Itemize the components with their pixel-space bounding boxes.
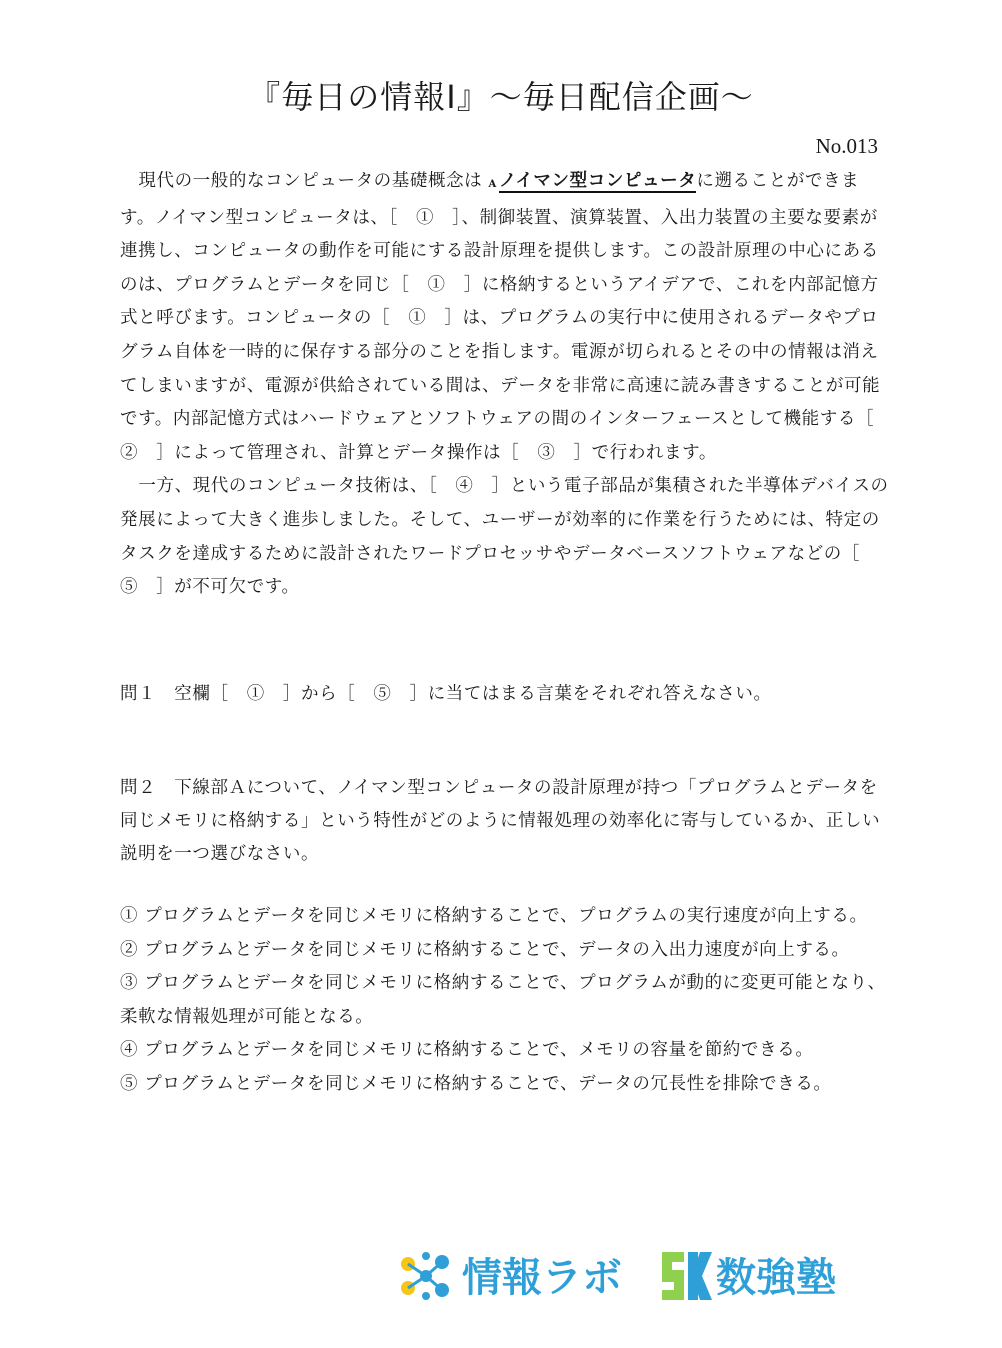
choice-2: ② プログラムとデータを同じメモリに格納することで、データの入出力速度が向上する。 — [120, 939, 850, 960]
choice-3: ③ プログラムとデータを同じメモリに格納することで、プログラムが動的に変更可能となり、柔軟な情報処理が可能となる。 — [120, 973, 886, 1027]
logo1-text: 情報ラボ — [462, 1255, 622, 1301]
question-1: 問１ 空欄［ ① ］から［ ⑤ ］に当てはまる言葉をそれぞれ答えなさい。 — [120, 684, 772, 704]
passage-p1-before: 現代の一般的なコンピュータの基礎概念は — [138, 171, 483, 191]
page-title: 『毎日の情報Ⅰ』〜毎日配信企画〜 — [248, 78, 754, 116]
underlined-term: ノイマン型コンピュータ — [498, 171, 697, 191]
passage-p1-after: に遡ることができます。ノイマン型コンピュータは、［ ① ］、制御装置、演算装置、入出力装置の主要な要素が連携し、コンピュータの動作を可能にする設計原理を提供します。この設計原理の中心にあるのは、プログラムとデータを同じ［ ① ］に格納するというアイデアで、これを内部記憶方式と呼びます。コンピュータの［ ① ］は、プログラムの実行中に使用されるデータやプログラム自体を一時的に保存する部分のことを指します。電源が切られるとその中の情報は消えてしまいますが、電源が供給されている間は、データを非常に高速に読み書きすることが可能です。内部記憶方式はハードウェアとソフトウェアの間のインターフェースとして機能する［ ② ］によって管理され、計算とデータ操作は［ ③ ］で行われます。 — [120, 171, 893, 463]
choice-5: ⑤ プログラムとデータを同じメモリに格納することで、データの冗長性を排除できる。 — [120, 1073, 832, 1094]
joho-lab-logo-icon — [401, 1252, 449, 1300]
underline-mark: A — [488, 179, 497, 190]
question-2: 問２ 下線部Ａについて、ノイマン型コンピュータの設計原理が持つ「プログラムとデータを同じメモリに格納する」という特性がどのように情報処理の効率化に寄与しているか、正しい説明を一つ選びなさい。 — [120, 778, 881, 864]
choice-4: ④ プログラムとデータを同じメモリに格納することで、メモリの容量を節約できる。 — [120, 1040, 814, 1060]
choice-1: ① プログラムとデータを同じメモリに格納することで、プログラムの実行速度が向上する。 — [120, 906, 868, 926]
sukyojuku-logo-icon — [662, 1252, 712, 1300]
footer-logos — [394, 1244, 884, 1308]
passage — [120, 165, 893, 605]
logo2-text: 数強塾 — [716, 1255, 836, 1301]
choice-list — [120, 900, 890, 1101]
passage-paragraph-1 — [120, 165, 893, 470]
issue-number: No.013 — [815, 134, 878, 158]
passage-paragraph-2: 一方、現代のコンピュータ技術は、［ ④ ］という電子部品が集積された半導体デバイスの発展によって大きく進歩しました。そして、ユーザーが効率的に作業を行うためには、特定のタスクを達成するために設計されたワードプロセッサやデータベースソフトウェアなどの［ ⑤ ］が不可欠です。 — [120, 476, 889, 598]
